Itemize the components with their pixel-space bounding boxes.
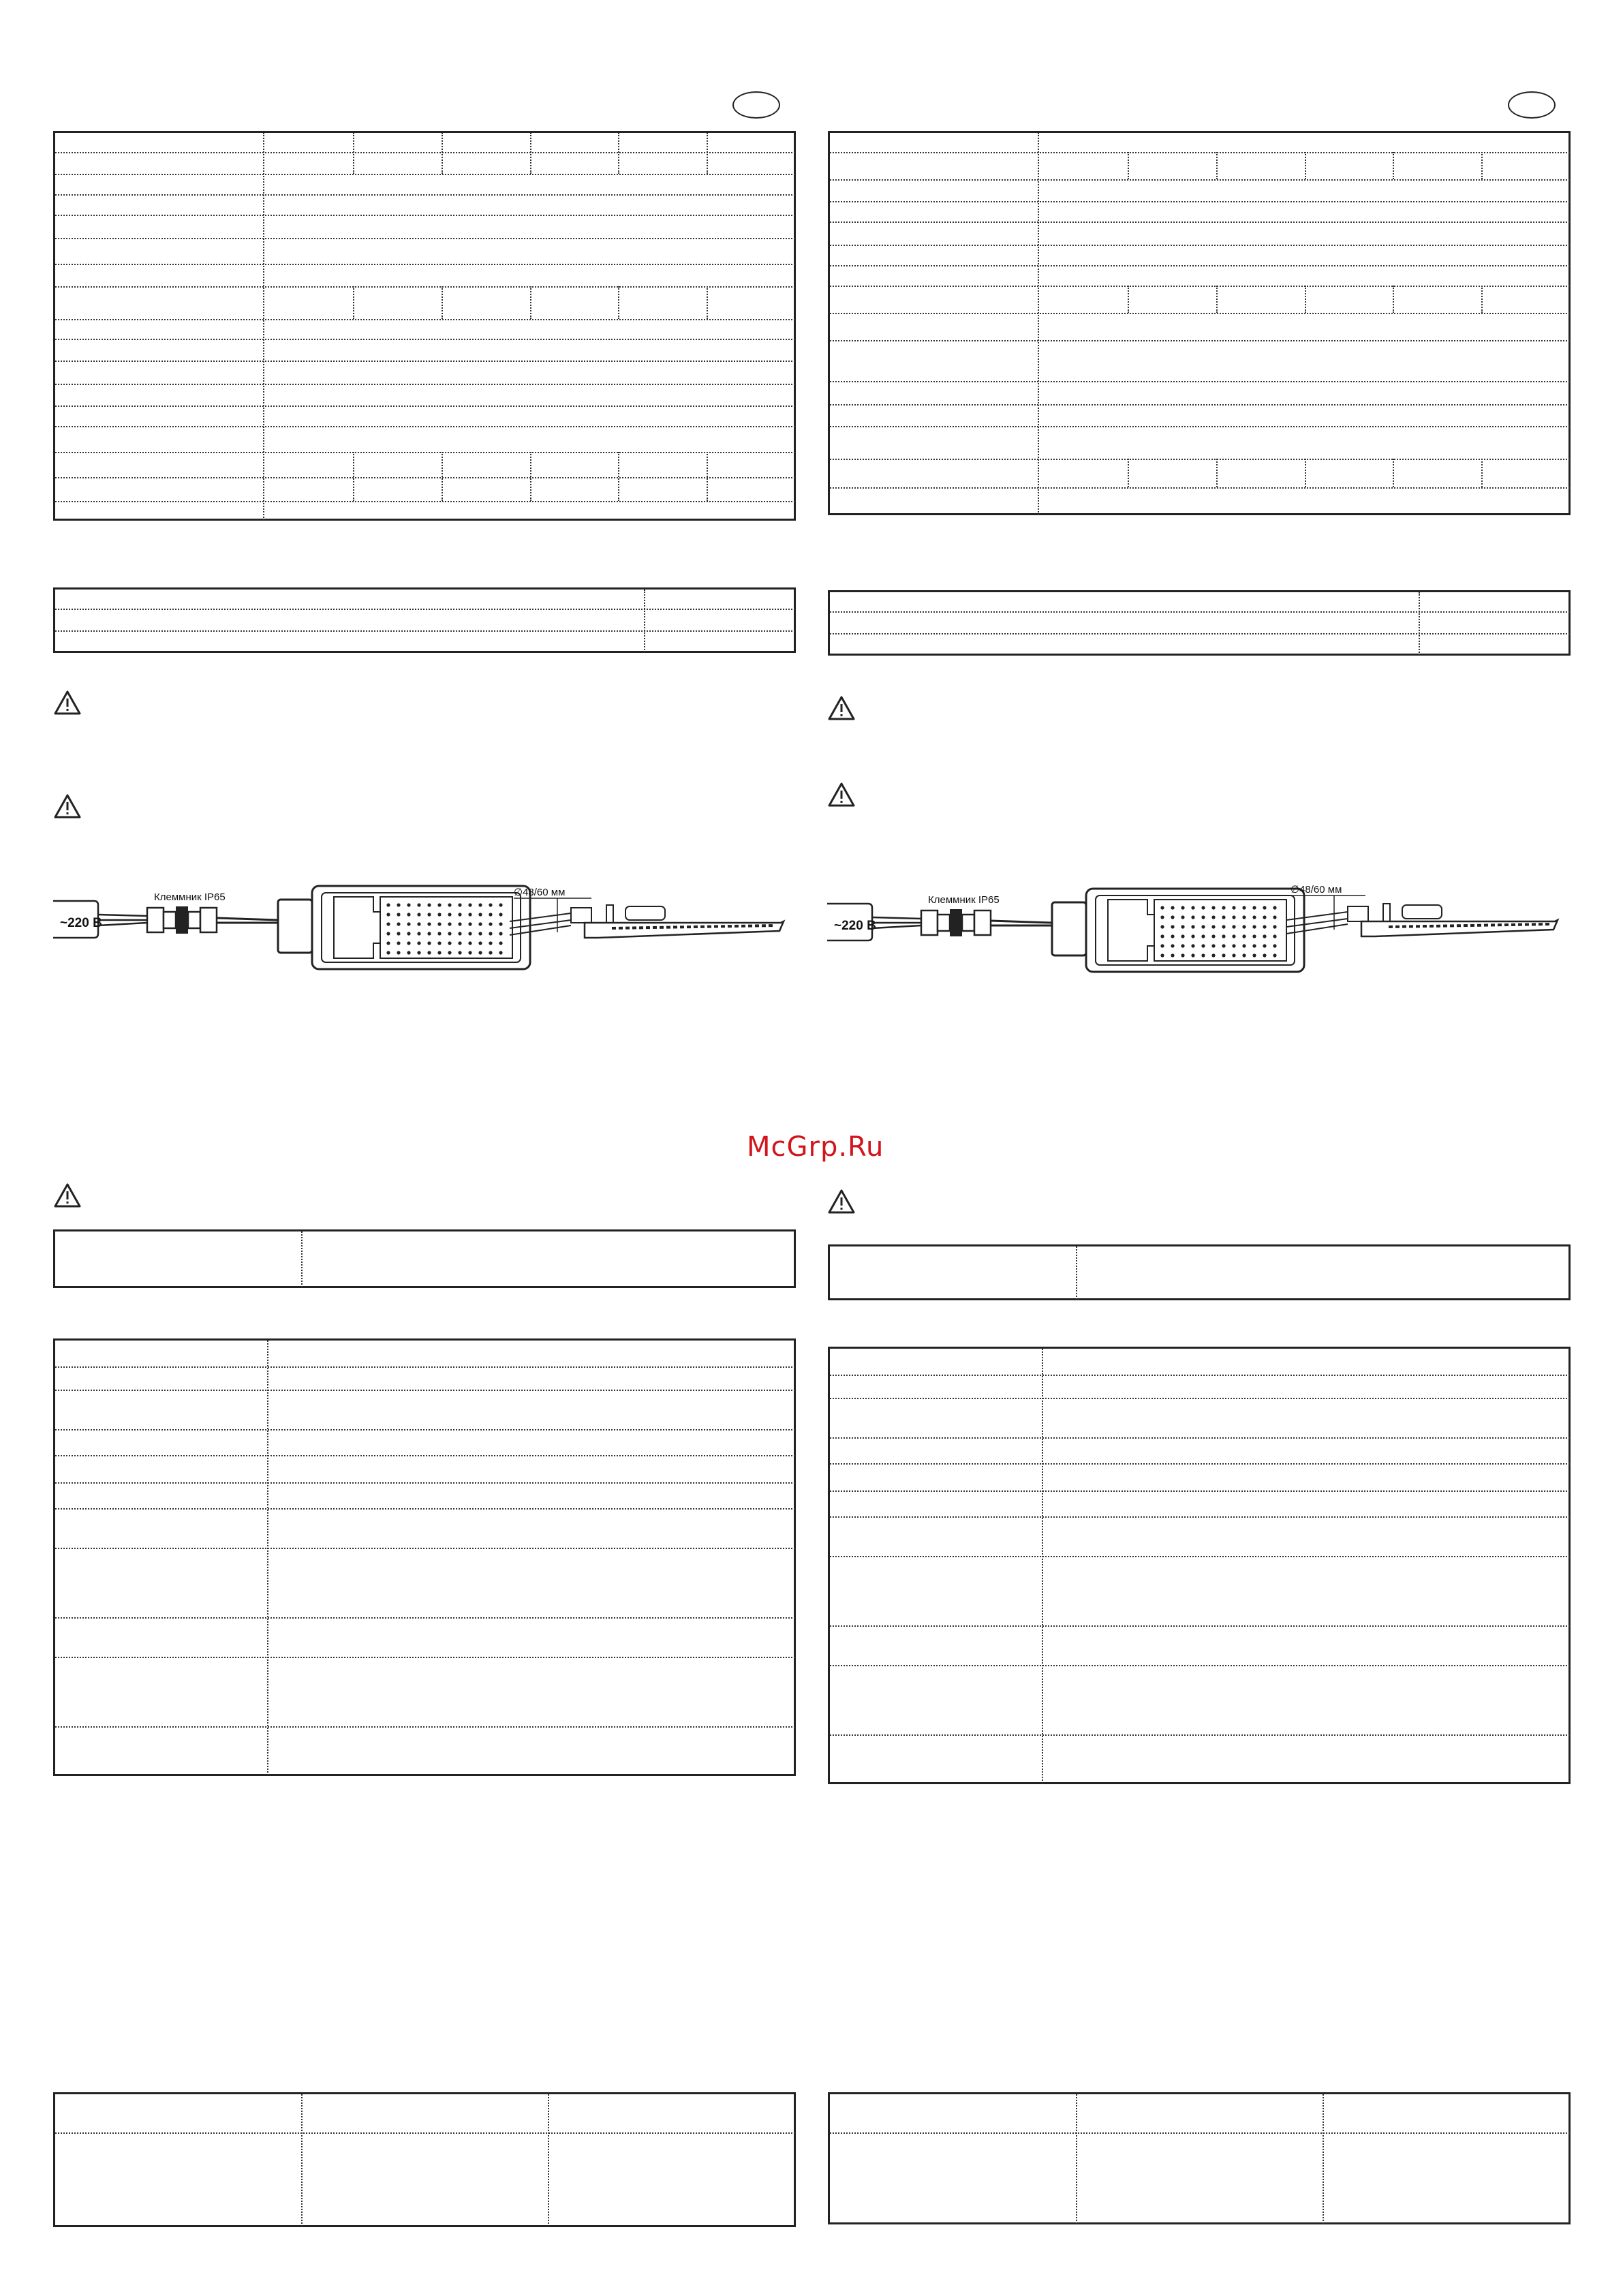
warning-icon: [827, 695, 856, 721]
wiring-diagram-right: [827, 878, 1577, 987]
package-table-left: [53, 587, 796, 653]
specifications-table-left: [53, 131, 796, 521]
specifications-table-right: [828, 131, 1571, 515]
lamp-side-view-icon: [510, 898, 784, 938]
diameter-label: ∅48/60 мм: [514, 887, 566, 898]
lamp-side-view-icon: [1286, 896, 1558, 936]
warning-icon: [53, 1182, 82, 1208]
warning-icon: [827, 782, 856, 808]
terminal-connector-icon: [921, 909, 991, 936]
warning-icon: [53, 793, 82, 819]
diameter-label: ∅48/60 мм: [1290, 884, 1342, 896]
language-badge-right: [1508, 91, 1556, 119]
street-lamp-icon: [278, 886, 530, 969]
notice-box-left: [53, 1229, 796, 1288]
voltage-label: ~220 В: [60, 916, 102, 930]
terminal-connector-icon: [147, 906, 217, 934]
voltage-label: ~220 В: [834, 919, 876, 933]
watermark: McGrp.Ru: [747, 1131, 884, 1163]
signature-table-left: [53, 2092, 796, 2227]
warning-icon: [827, 1189, 856, 1214]
package-table-right: [828, 590, 1571, 656]
notice-box-right: [828, 1244, 1571, 1300]
details-table-left: [53, 1338, 796, 1776]
details-table-right: [828, 1347, 1571, 1784]
language-badge-left: [732, 91, 780, 119]
warning-icon: [53, 690, 82, 716]
terminal-label: Клеммник IP65: [154, 891, 226, 903]
terminal-label: Клеммник IP65: [928, 894, 1000, 906]
signature-table-right: [828, 2092, 1571, 2224]
street-lamp-icon: [1052, 889, 1304, 972]
wiring-diagram-left: [53, 881, 803, 990]
